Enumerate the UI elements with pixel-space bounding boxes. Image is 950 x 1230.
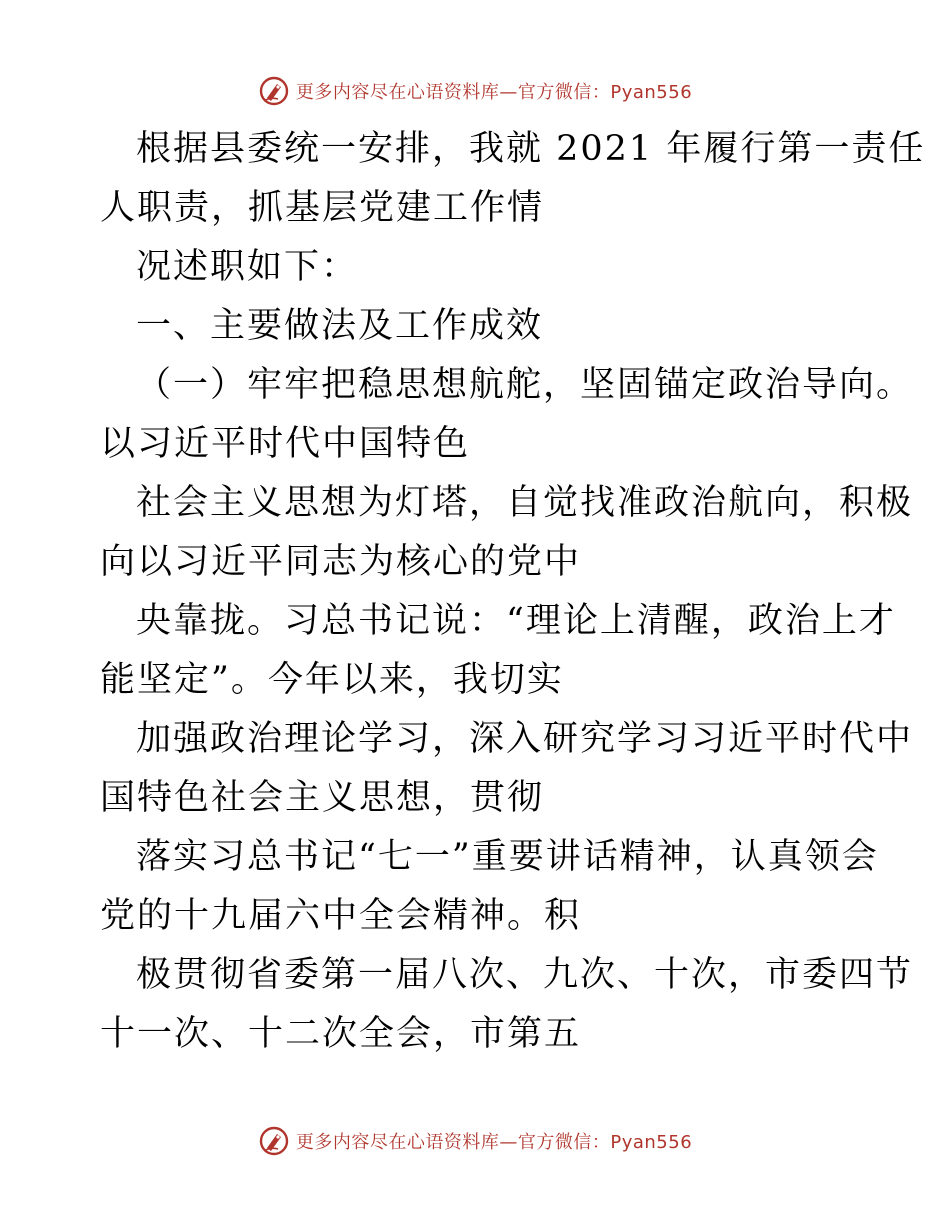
text-line: 况述职如下： bbox=[136, 247, 359, 287]
text-line: 以习近平时代中国特色 bbox=[100, 424, 471, 464]
watermark-text: 更多内容尽在心语资料库—官方微信：Pyan556 bbox=[295, 82, 693, 103]
text-line: 社会主义思想为灯塔，自觉找准政治航向，积极 bbox=[136, 483, 914, 523]
text-line: 加强政治理论学习，深入研究学习习近平时代中 bbox=[136, 719, 914, 759]
section-heading: 一、主要做法及工作成效 bbox=[136, 306, 544, 346]
text-line: 根据县委统一安排，我就 2021 年履行第一责任 bbox=[136, 129, 926, 169]
text-line: 央靠拢。习总书记说：“理论上清醒，政治上才 bbox=[136, 601, 896, 641]
text-line: 向以习近平同志为核心的党中 bbox=[100, 542, 582, 582]
text-line: 国特色社会主义思想，贯彻 bbox=[100, 778, 545, 818]
text-line: 人职责，抓基层党建工作情 bbox=[100, 188, 545, 228]
text-line: 落实习总书记“七一”重要讲话精神，认真领会 bbox=[136, 837, 879, 877]
text-line: 能坚定”。今年以来，我切实 bbox=[100, 660, 564, 700]
pen-nib-circle-icon bbox=[258, 1125, 290, 1157]
watermark-text: 更多内容尽在心语资料库—官方微信：Pyan556 bbox=[295, 1132, 693, 1153]
document-body bbox=[100, 120, 926, 1064]
text-line: 极贯彻省委第一届八次、九次、十次，市委四节 bbox=[136, 955, 914, 995]
text-line: 党的十九届六中全会精神。积 bbox=[100, 896, 582, 936]
subsection-heading: （一）牢牢把稳思想航舵，坚固锚定政治导向。 bbox=[136, 365, 914, 405]
footer-watermark bbox=[0, 1124, 950, 1158]
header-watermark bbox=[0, 74, 950, 108]
pen-nib-circle-icon bbox=[258, 75, 290, 107]
text-line: 十一次、十二次全会，市第五 bbox=[100, 1014, 582, 1054]
